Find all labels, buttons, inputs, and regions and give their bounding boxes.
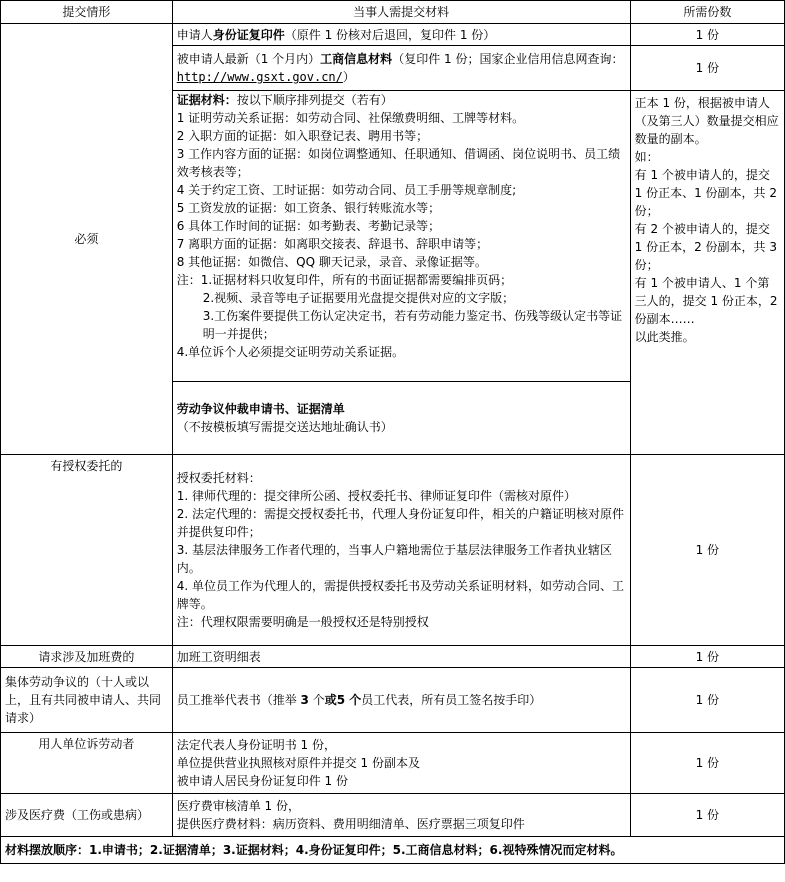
count-business-info: 1 份 [630,46,784,91]
material-employer [172,733,630,794]
collective-b2: 5 [336,693,346,707]
application-title: 劳动争议仲裁申请书、证据清单 [176,402,345,416]
row-medical [1,794,785,837]
count-detail [630,91,784,455]
material-collective [172,668,630,733]
evidence-item: 7 离职方面的证据：如离职交接表、辞退书、辞职申请等； [176,237,489,251]
business-end: ） [342,70,355,84]
authorized-item: 2. 法定代理的：需提交授权委托书，代理人身份证复印件，相关的户籍证明核对原件并提供复印件； [176,507,624,539]
evidence-note-4: 4.单位诉个人必须提交证明劳动关系证据。 [176,345,405,359]
employer-line: 被申请人居民身份证复印件 1 份 [176,774,348,788]
count-id-card: 1 份 [630,24,784,46]
collective-or: 或 [324,693,337,707]
collective-b1: 3 [300,693,309,707]
material-overtime: 加班工资明细表 [172,646,630,668]
collective-pre: 员工推举代表书（推举 [176,693,301,707]
count-employer: 1 份 [630,733,784,794]
count-detail-line: 有 1 个被申请人、1 个第三人的，提交 1 份正本，2 份副本…… [634,276,778,326]
collective-post: 员工代表，所有员工签名按手印） [361,693,542,707]
row-id-card [1,24,785,46]
evidence-item: 5 工资发放的证据：如工资条、银行转账流水等； [176,201,441,215]
evidence-item: 6 具体工作时间的证据：如考勤表、考勤记录等； [176,219,441,233]
evidence-item: 3 工作内容方面的证据：如岗位调整通知、任职通知、借调函、岗位说明书、员工绩效考核表等； [176,147,621,179]
evidence-item: 2 入职方面的证据：如入职登记表、聘用书等； [176,129,429,143]
count-medical: 1 份 [630,794,784,837]
evidence-note-3: 3.工伤案件要提供工伤认定决定书，若有劳动能力鉴定书、伤残等级认定书等证明一并提供； [202,309,623,341]
authorized-item: 4. 单位员工作为代理人的，需提供授权委托书及劳动关系证明材料，如劳动合同、工牌等。 [176,579,624,611]
employer-line: 法定代表人身份证明书 1 份， [176,738,336,752]
situation-collective: 集体劳动争议的（十人或以上，且有共同被申请人、共同请求） [1,668,173,733]
material-application [172,382,630,455]
footer-order: 材料摆放顺序：1.申请书；2.证据清单；3.证据材料；4.身份证复印件；5.工商信息材料；6.视特殊情况而定材料。 [1,837,785,864]
gsxt-link[interactable]: http://www.gsxt.gov.cn/ [176,70,343,84]
count-detail-line: 正本 1 份，根据被申请人（及第三人）数量提交相应数量的副本。 [634,96,779,146]
evidence-item: 1 证明劳动关系证据：如劳动合同、社保缴费明细、工牌等材料。 [176,111,525,125]
situation-overtime: 请求涉及加班费的 [1,646,173,668]
collective-mid1: 个 [308,693,325,707]
count-overtime: 1 份 [630,646,784,668]
authorized-title: 授权委托材料： [176,471,261,485]
row-footer [1,837,785,864]
application-sub: （不按模板填写需提交送达地址确认书） [176,420,393,434]
evidence-title-line [177,91,626,109]
situation-employer: 用人单位诉劳动者 [1,733,173,794]
evidence-item: 4 关于约定工资、工时证据：如劳动合同、员工手册等规章制度; [176,183,517,197]
header-row [1,1,785,24]
material-id-card [172,24,630,46]
business-post: （复印件 1 份；国家企业信用信息网查询： [392,52,624,66]
material-authorized [172,455,630,646]
situation-authorized: 有授权委托的 [1,455,173,646]
material-business-info [172,46,630,91]
count-detail-line: 以此类推。 [634,330,695,344]
header-count: 所需份数 [630,1,784,24]
situation-medical: 涉及医疗费（工伤或患病） [1,794,173,837]
collective-mid2: 个 [345,693,362,707]
material-medical [172,794,630,837]
authorized-note: 注：代理权限需要明确是一般授权还是特别授权 [176,615,429,629]
authorized-item: 1. 律师代理的：提交律所公函、授权委托书、律师证复印件（需核对原件） [176,489,576,503]
medical-line: 医疗费审核清单 1 份， [176,799,300,813]
business-pre: 被申请人最新（1 个月内） [176,52,321,66]
situation-required: 必须 [1,24,173,455]
evidence-title: 证据材料： [176,93,237,107]
id-card-post: （原件 1 份核对后退回，复印件 1 份） [284,27,496,42]
count-detail-line: 如： [634,150,659,164]
material-evidence [172,91,630,382]
header-materials: 当事人需提交材料 [172,1,630,24]
evidence-note-1: 注：1.证据材料只收复印件，所有的书面证据都需要编排页码； [176,273,513,287]
count-authorized: 1 份 [630,455,784,646]
employer-line: 单位提供营业执照核对原件并提交 1 份副本及 [176,756,420,770]
evidence-note-2: 2.视频、录音等电子证据要用光盘提交提供对应的文字版； [202,291,515,305]
business-bold: 工商信息材料 [320,52,393,66]
count-detail-line: 有 1 个被申请人的，提交 1 份正本、1 份副本，共 2 份； [634,168,777,218]
medical-line: 提供医疗费材料：病历资料、费用明细清单、医疗票据三项复印件 [176,817,525,831]
row-overtime [1,646,785,668]
authorized-item: 3. 基层法律服务工作者代理的，当事人户籍地需位于基层法律服务工作者执业辖区内。 [176,543,612,575]
id-card-bold: 身份证复印件 [212,27,285,42]
header-situation: 提交情形 [1,1,173,24]
count-collective: 1 份 [630,668,784,733]
row-collective [1,668,785,733]
evidence-item: 8 其他证据：如微信、QQ 聊天记录，录音、录像证据等。 [176,255,487,269]
id-card-pre: 申请人 [176,27,213,42]
count-detail-line: 有 2 个被申请人的，提交 1 份正本，2 份副本，共 3 份； [634,222,777,272]
row-authorized [1,455,785,646]
evidence-title-rest: 按以下顺序排列提交（若有） [236,93,393,107]
row-employer [1,733,785,794]
